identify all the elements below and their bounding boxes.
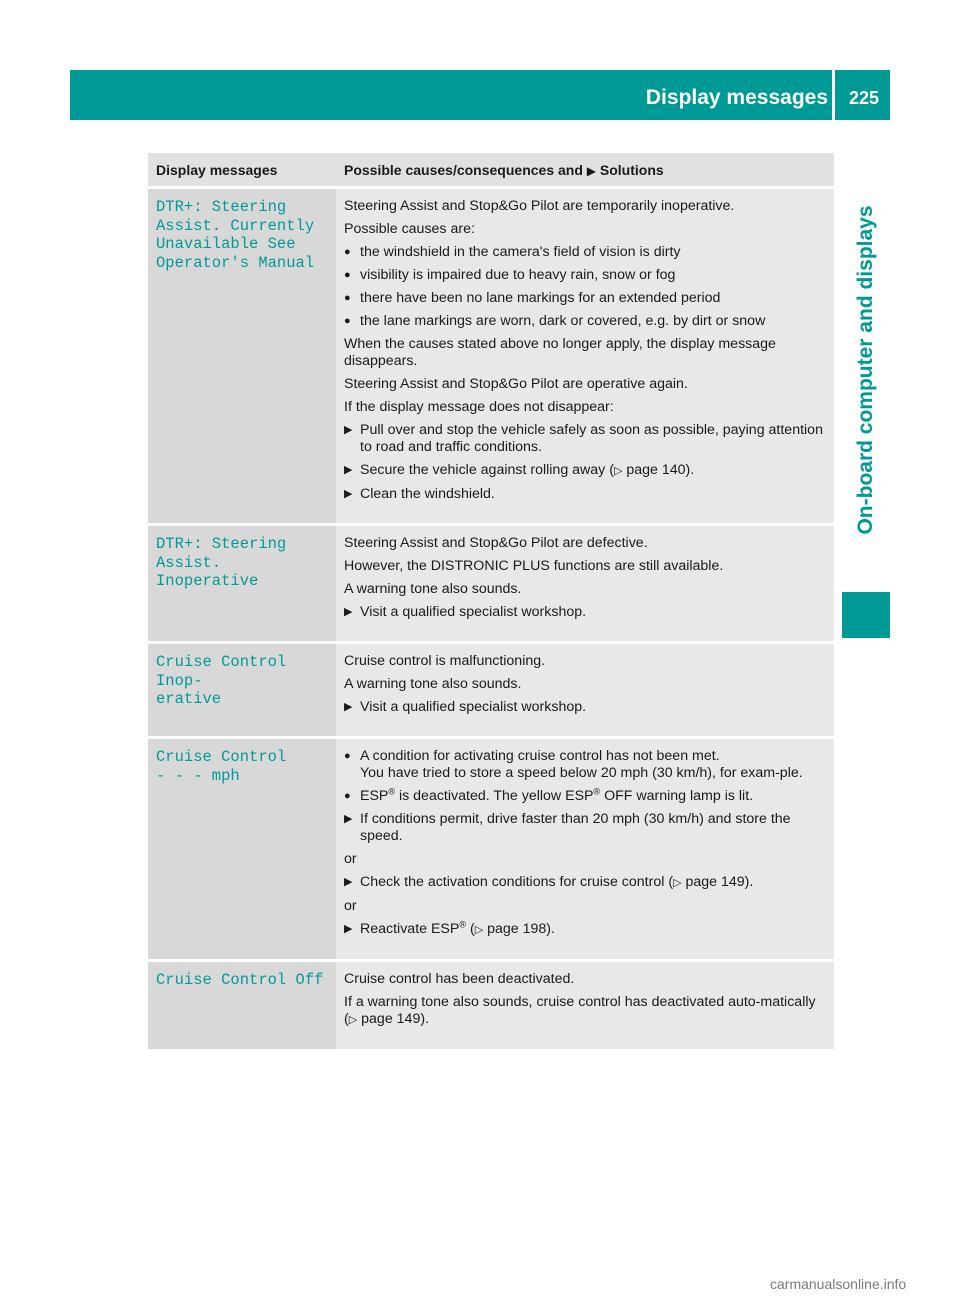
bullet-icon: ● [344, 269, 351, 281]
arrow-right-icon: ▶ [344, 464, 353, 476]
table-header-row [148, 153, 834, 188]
action-text: ( [466, 921, 475, 937]
or-label: or [344, 851, 357, 867]
paragraph: If the display message does not disappear: [344, 399, 614, 415]
page-title: Display messages [645, 86, 828, 109]
bullet-text: visibility is impaired due to heavy rain, snow or fog [360, 267, 676, 283]
bullet-subtext: You have tried to store a speed below 20 mph (30 km/h), for exam‐ple. [360, 765, 803, 781]
bullet-item [344, 788, 830, 805]
paragraph: Cruise control has been deactivated. [344, 971, 575, 987]
bullet-text: OFF warning lamp is lit. [600, 788, 754, 804]
arrow-right-icon: ▶ [344, 923, 353, 935]
action-item [344, 699, 830, 716]
action-item [344, 811, 830, 845]
arrow-right-icon: ▶ [344, 876, 353, 888]
action-item [344, 422, 830, 456]
action-item [344, 486, 830, 503]
display-message: Cruise Control Inop‐ erative [148, 643, 336, 738]
arrow-right-icon: ▶ [344, 488, 353, 500]
bullet-item [344, 313, 830, 330]
registered-mark: ® [593, 786, 601, 797]
table-row [148, 961, 834, 1051]
table-row [148, 525, 834, 643]
arrow-right-icon: ▶ [344, 424, 353, 436]
paragraph-text-end: ). [420, 1011, 430, 1027]
side-tab-marker [842, 592, 890, 638]
action-text-end: ). [546, 921, 555, 937]
paragraph-text: If a warning tone also sounds, cruise control has deactivated auto‐matically ( [344, 994, 816, 1027]
paragraph: Cruise control is malfunctioning. [344, 653, 546, 669]
bullet-icon: ● [344, 246, 351, 258]
bullet-icon: ● [344, 315, 351, 327]
action-text: Clean the windshield. [360, 486, 495, 502]
action-text: Secure the vehicle against rolling away ( [360, 462, 614, 478]
page-reference-link[interactable]: page 149 [361, 1011, 421, 1027]
action-item [344, 462, 830, 480]
page-number: 225 [848, 88, 880, 108]
paragraph: A warning tone also sounds. [344, 676, 522, 692]
display-message: Cruise Control - - - mph [148, 738, 336, 961]
arrow-right-icon: ▶ [586, 164, 597, 178]
page-reference-link[interactable]: page 140 [626, 462, 686, 478]
watermark: carmanualsonline.info [770, 1276, 907, 1292]
column-header-solutions-text: Possible causes/consequences and [344, 162, 583, 178]
page-reference-icon: ▷ [673, 877, 682, 889]
paragraph: When the causes stated above no longer apply, the display message disappears. [344, 336, 776, 369]
paragraph: Steering Assist and Stop&Go Pilot are defective. [344, 535, 648, 551]
bullet-item [344, 748, 830, 782]
paragraph: A warning tone also sounds. [344, 581, 522, 597]
page-reference-link[interactable]: page 198 [487, 921, 547, 937]
registered-mark: ® [388, 786, 396, 797]
action-text: Pull over and stop the vehicle safely as soon as possible, paying attention to road and traffic conditions. [360, 422, 823, 455]
solution-cell [336, 525, 834, 643]
action-text-end: ). [744, 874, 754, 890]
table-row [148, 738, 834, 961]
solution-cell [336, 738, 834, 961]
paragraph [344, 994, 830, 1029]
solution-cell [336, 188, 834, 525]
action-text: Visit a qualified specialist workshop. [360, 604, 587, 620]
paragraph: Possible causes are: [344, 221, 475, 237]
arrow-right-icon: ▶ [344, 606, 353, 618]
solution-cell [336, 961, 834, 1051]
page-reference-icon: ▷ [474, 924, 484, 936]
action-item [344, 921, 830, 939]
or-label: or [344, 898, 357, 914]
action-text: Reactivate ESP [360, 921, 460, 937]
display-message: DTR+: Steering Assist. Currently Unavailable See Operator's Manual [148, 188, 336, 525]
column-header-solutions [336, 153, 834, 188]
page-reference-icon: ▷ [613, 465, 623, 477]
action-text: Check the activation conditions for cruise control ( [360, 874, 674, 890]
paragraph: Steering Assist and Stop&Go Pilot are operative again. [344, 376, 688, 392]
arrow-right-icon: ▶ [344, 701, 353, 713]
side-tab [842, 130, 890, 590]
bullet-text: A condition for activating cruise control has not been met. [360, 748, 720, 764]
action-item [344, 874, 830, 892]
bullet-icon: ● [344, 790, 351, 802]
solution-cell [336, 643, 834, 738]
bullet-text: ESP [360, 788, 389, 804]
action-item [344, 604, 830, 621]
action-text-end: ). [685, 462, 695, 478]
header-divider [832, 70, 835, 120]
display-messages-table [148, 153, 834, 1052]
bullet-text: is deactivated. The yellow ESP [395, 788, 594, 804]
table-row [148, 643, 834, 738]
page-reference-icon: ▷ [348, 1014, 358, 1026]
column-header-solutions-suffix: Solutions [599, 162, 664, 178]
display-message: DTR+: Steering Assist. Inoperative [148, 525, 336, 643]
page-reference-link[interactable]: page 149 [685, 874, 745, 890]
side-tab-label: On-board computer and displays [854, 205, 877, 535]
bullet-item [344, 267, 830, 284]
bullet-item [344, 244, 830, 261]
paragraph: Steering Assist and Stop&Go Pilot are temporarily inoperative. [344, 198, 735, 214]
header-bar [70, 70, 890, 120]
table-row [148, 188, 834, 525]
registered-mark: ® [459, 919, 467, 930]
bullet-item [344, 290, 830, 307]
bullet-text: the lane markings are worn, dark or covered, e.g. by dirt or snow [360, 313, 766, 329]
bullet-text: the windshield in the camera's field of vision is dirty [360, 244, 681, 260]
paragraph: However, the DISTRONIC PLUS functions are still available. [344, 558, 724, 574]
column-header-messages: Display messages [148, 153, 336, 188]
bullet-icon: ● [344, 750, 351, 762]
action-text: If conditions permit, drive faster than 20 mph (30 km/h) and store the speed. [360, 811, 791, 844]
bullet-text: there have been no lane markings for an extended period [360, 290, 721, 306]
bullet-icon: ● [344, 292, 351, 304]
display-message: Cruise Control Off [148, 961, 336, 1051]
action-text: Visit a qualified specialist workshop. [360, 699, 587, 715]
arrow-right-icon: ▶ [344, 813, 353, 825]
